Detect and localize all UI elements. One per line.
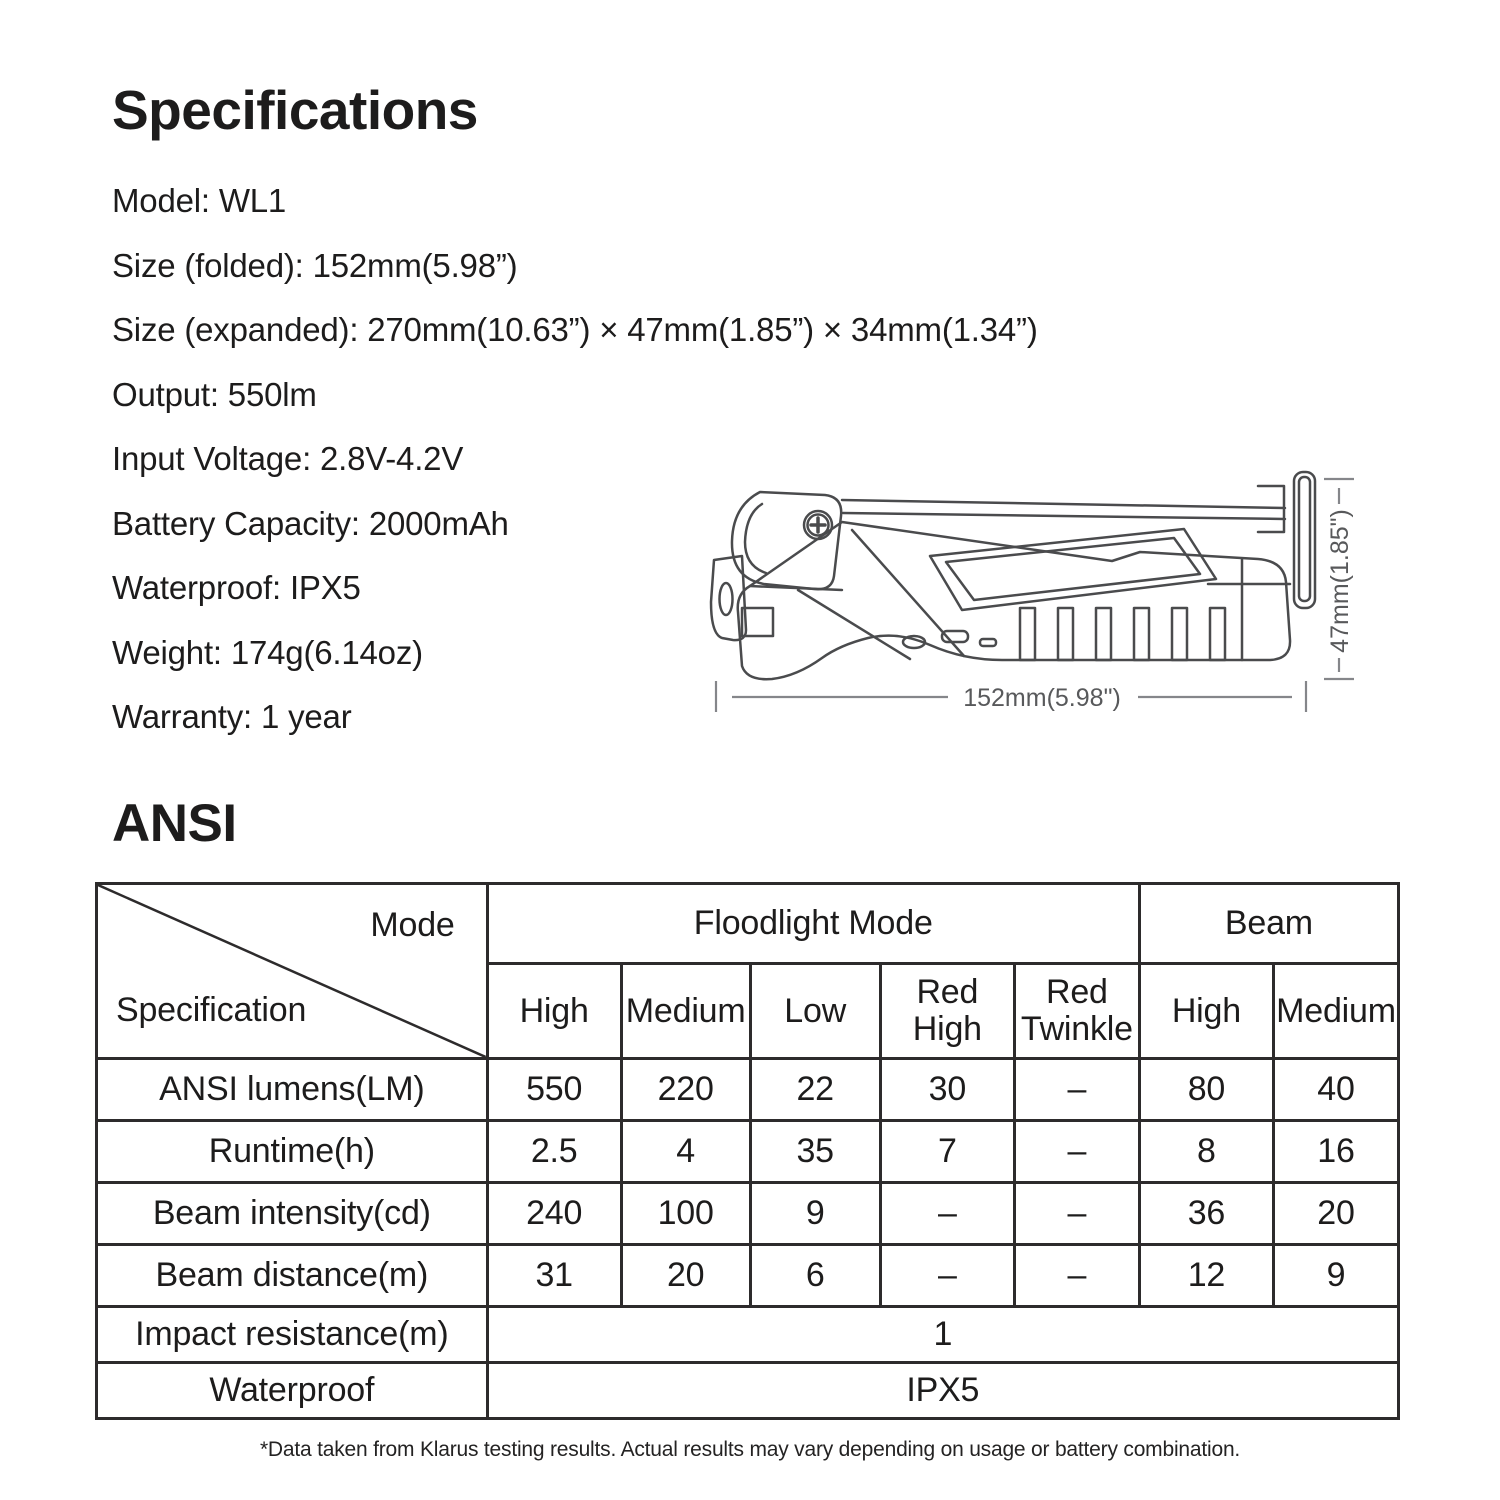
column-header-flood-medium: Medium: [621, 964, 750, 1059]
corner-label-specification: Specification: [116, 991, 307, 1029]
cell-value: 550: [487, 1059, 621, 1121]
cell-value: 240: [487, 1183, 621, 1245]
cell-value-span: 1: [487, 1307, 1398, 1363]
cell-value: 30: [880, 1059, 1014, 1121]
column-header-beam-medium: Medium: [1273, 964, 1398, 1059]
table-row-waterproof: [97, 1363, 1399, 1419]
cell-value-span: IPX5: [487, 1363, 1398, 1419]
corner-label-mode: Mode: [370, 906, 455, 944]
table-row-runtime: [97, 1121, 1399, 1183]
row-label: Impact resistance(m): [97, 1307, 488, 1363]
cell-value: 20: [621, 1245, 750, 1307]
table-row-impact-resistance: [97, 1307, 1399, 1363]
cell-value: 35: [750, 1121, 880, 1183]
cell-value: –: [880, 1183, 1014, 1245]
spec-line-output: Output: 550lm: [112, 375, 317, 413]
screw-icon: [804, 511, 832, 539]
cell-value: 2.5: [487, 1121, 621, 1183]
cell-value: 80: [1139, 1059, 1273, 1121]
cell-value: –: [1014, 1121, 1139, 1183]
length-dimension-label: 152mm(5.98"): [963, 684, 1121, 712]
cell-value: –: [880, 1245, 1014, 1307]
table-row-ansi-lumens: [97, 1059, 1399, 1121]
column-header-red-twinkle: Red Twinkle: [1014, 964, 1139, 1059]
cell-value: 20: [1273, 1183, 1398, 1245]
body-outline: [738, 522, 1290, 679]
cell-value: 8: [1139, 1121, 1273, 1183]
cell-value: 40: [1273, 1059, 1398, 1121]
cell-value: 36: [1139, 1183, 1273, 1245]
product-diagram: [702, 462, 1402, 724]
column-group-floodlight-mode: Floodlight Mode: [487, 884, 1139, 964]
column-header-flood-high: High: [487, 964, 621, 1059]
spec-line-weight: Weight: 174g(6.14oz): [112, 633, 423, 671]
spec-line-size-expanded: Size (expanded): 270mm(10.63”) × 47mm(1.85”) × 34mm(1.34”): [112, 311, 1038, 349]
table-corner-cell: [97, 884, 488, 1059]
light-rail: [842, 500, 1285, 508]
column-header-red-high: Red High: [880, 964, 1014, 1059]
cell-value: 4: [621, 1121, 750, 1183]
footnote: *Data taken from Klarus testing results. Actual results may vary depending on usage or battery combination.: [259, 1438, 1241, 1461]
ansi-table: [95, 882, 1400, 1420]
cell-value: 31: [487, 1245, 621, 1307]
hinge-head: [732, 492, 841, 589]
specifications-title: Specifications: [112, 79, 478, 141]
cell-value: 9: [750, 1183, 880, 1245]
row-label: Waterproof: [97, 1363, 488, 1419]
cell-value: 9: [1273, 1245, 1398, 1307]
cell-value: 12: [1139, 1245, 1273, 1307]
column-group-beam: Beam: [1139, 884, 1398, 964]
hanging-hook: [711, 556, 773, 640]
row-label: Beam intensity(cd): [97, 1183, 488, 1245]
cell-value: –: [1014, 1245, 1139, 1307]
height-dimension-label: 47mm(1.85"): [1326, 509, 1354, 653]
spec-line-waterproof: Waterproof: IPX5: [112, 569, 361, 607]
cell-value: 100: [621, 1183, 750, 1245]
cell-value: 220: [621, 1059, 750, 1121]
spec-line-battery-capacity: Battery Capacity: 2000mAh: [112, 504, 509, 542]
row-label: Runtime(h): [97, 1121, 488, 1183]
table-row-beam-distance: [97, 1245, 1399, 1307]
ansi-title: ANSI: [112, 794, 237, 853]
table-row-beam-intensity: [97, 1183, 1399, 1245]
column-header-beam-high: High: [1139, 964, 1273, 1059]
spec-line-model: Model: WL1: [112, 182, 287, 220]
cell-value: 7: [880, 1121, 1014, 1183]
column-header-flood-low: Low: [750, 964, 880, 1059]
cell-value: 16: [1273, 1121, 1398, 1183]
cell-value: –: [1014, 1183, 1139, 1245]
row-label: Beam distance(m): [97, 1245, 488, 1307]
row-label: ANSI lumens(LM): [97, 1059, 488, 1121]
spec-line-input-voltage: Input Voltage: 2.8V-4.2V: [112, 440, 464, 478]
spec-line-size-folded: Size (folded): 152mm(5.98”): [112, 246, 518, 284]
spec-line-warranty: Warranty: 1 year: [112, 698, 352, 736]
flashlight-line-drawing: [711, 472, 1315, 679]
cell-value: –: [1014, 1059, 1139, 1121]
vent-ribs: [1020, 608, 1225, 660]
cell-value: 6: [750, 1245, 880, 1307]
cell-value: 22: [750, 1059, 880, 1121]
